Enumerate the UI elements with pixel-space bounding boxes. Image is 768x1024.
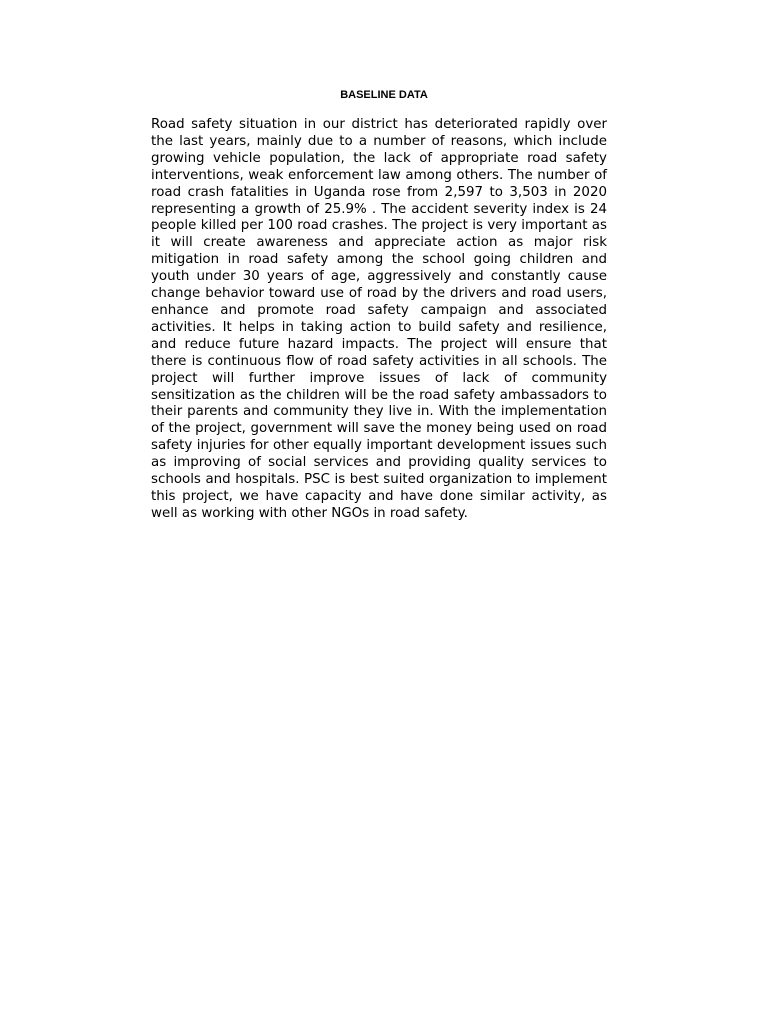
baseline-paragraph: Road safety situation in our district has deteriorated rapidly over the last years, mainly due to a number of reasons, which include growing vehicle population, the lack of appropriate road safety interventions, weak enforcement law among others. The number of road crash fatalities in Uganda rose from 2,597 to 3,503 in 2020 representing a growth of 25.9% . The accident severity index is 24 people killed per 100 road crashes. The project is very important as it will create awareness and appreciate action as major risk mitigation in road safety among the school going children and youth under 30 years of age, aggressively and constantly cause change behavior toward use of road by the drivers and road users, enhance and promote road safety campaign and associated activities. It helps in taking action to build safety and resilience, and reduce future hazard impacts. The project will ensure that there is continuous flow of road safety activities in all schools. The project will further improve issues of lack of community sensitization as the children will be the road safety ambassadors to their parents and community they live in. With the implementation of the project, government will save the money being used on road safety injuries for other equally important development issues such as improving of social services and providing quality services to schools and hospitals. PSC is best suited organization to implement this project, we have capacity and have done similar activity, as well as working with other NGOs in road safety. [151,117,607,521]
section-heading: BASELINE DATA [340,89,428,101]
